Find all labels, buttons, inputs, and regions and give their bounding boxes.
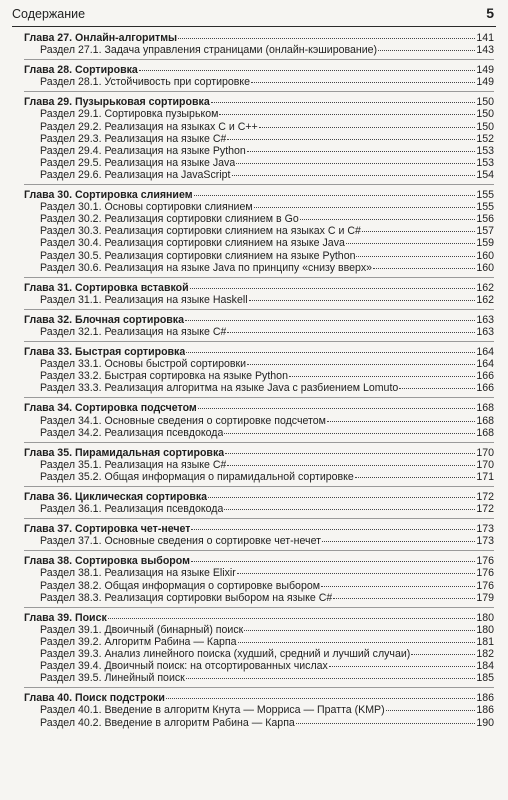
chapter-block — [24, 32, 494, 60]
toc-chapter-entry-title: Глава 36. Циклическая сортировка — [24, 491, 208, 503]
toc-section-entry-page: 185 — [476, 672, 494, 685]
dot-leader — [300, 219, 476, 220]
toc-section-entry[interactable] — [24, 704, 494, 716]
toc-section-entry-page: 166 — [476, 370, 494, 383]
toc-section-entry[interactable] — [24, 213, 494, 225]
toc-section-entry-page: 157 — [476, 225, 494, 238]
toc-section-entry-page: 143 — [476, 44, 494, 57]
toc-section-entry-title: Раздел 29.2. Реализация на языках С и С++ — [40, 120, 258, 133]
toc-section-entry-page: 180 — [476, 623, 494, 636]
toc-section-entry[interactable] — [24, 157, 494, 169]
toc-chapter-entry-page: 186 — [476, 692, 494, 705]
toc-section-entry-title: Раздел 35.1. Реализация на языке С# — [40, 458, 227, 471]
toc-chapter-entry-title: Глава 35. Пирамидальная сортировка — [24, 446, 225, 459]
toc-chapter-entry[interactable] — [24, 555, 494, 567]
toc-section-entry[interactable] — [24, 535, 494, 547]
page-header — [12, 4, 496, 27]
toc-section-entry[interactable] — [24, 370, 494, 382]
toc-section-entry[interactable] — [24, 580, 494, 592]
toc-section-entry[interactable] — [24, 503, 494, 515]
dot-leader — [238, 642, 476, 643]
toc-chapter-entry-title: Глава 32. Блочная сортировка — [24, 313, 184, 326]
toc-chapter-entry-title: Глава 34. Сортировка подсчетом — [24, 402, 197, 415]
toc-section-entry-page: 181 — [476, 635, 494, 648]
toc-section-entry[interactable] — [24, 636, 494, 648]
toc-chapter-entry-title: Глава 37. Сортировка чет-нечет — [24, 523, 191, 536]
toc-chapter-entry[interactable] — [24, 692, 494, 704]
toc-section-entry-page: 152 — [476, 132, 494, 145]
toc-section-entry-page: 153 — [476, 144, 494, 157]
toc-section-entry[interactable] — [24, 294, 494, 306]
toc-chapter-entry[interactable] — [24, 523, 494, 535]
dot-leader — [378, 50, 475, 51]
dot-leader — [399, 388, 475, 389]
toc-section-entry-title: Раздел 38.3. Реализация сортировки выбором на языке С# — [40, 591, 333, 604]
toc-chapter-entry[interactable] — [24, 491, 494, 503]
toc-section-entry-title: Раздел 30.6. Реализация на языке Java по принципу «снизу вверх» — [40, 261, 373, 274]
toc-section-entry-page: 190 — [476, 716, 494, 729]
toc-section-entry[interactable] — [24, 133, 494, 145]
dot-leader — [198, 408, 476, 409]
toc-section-entry-title: Раздел 33.1. Основы быстрой сортировки — [40, 358, 247, 371]
toc-section-entry[interactable] — [24, 717, 494, 729]
dot-leader — [386, 710, 476, 711]
toc-section-entry[interactable] — [24, 427, 494, 439]
dot-leader — [289, 376, 475, 377]
toc-section-entry-title: Раздел 30.3. Реализация сортировки слиянием на языках С и С# — [40, 225, 361, 238]
chapter-block — [24, 612, 494, 689]
dot-leader — [108, 618, 476, 619]
dot-leader — [373, 268, 475, 269]
toc-chapter-entry[interactable] — [24, 346, 494, 358]
toc-chapter-entry[interactable] — [24, 282, 494, 294]
toc-section-entry-page: 168 — [476, 426, 494, 439]
toc-section-entry[interactable] — [24, 415, 494, 427]
dot-leader — [362, 231, 475, 232]
toc-chapter-entry[interactable] — [24, 402, 494, 414]
dot-leader — [225, 453, 475, 454]
toc-section-entry-title: Раздел 38.2. Общая информация о сортировке выбором — [40, 579, 321, 592]
toc-section-entry-title: Раздел 29.6. Реализация на JavaScript — [40, 168, 231, 181]
toc-section-entry-page: 163 — [476, 325, 494, 338]
toc-section-entry-title: Раздел 27.1. Задача управления страницами (онлайн-кэширование) — [40, 44, 378, 57]
toc-chapter-entry-page: 141 — [476, 32, 494, 44]
toc-section-entry-page: 160 — [476, 249, 494, 262]
toc-chapter-entry-page: 162 — [476, 281, 494, 294]
toc-section-entry-title: Раздел 32.1. Реализация на языке С# — [40, 325, 227, 338]
toc-section-entry[interactable] — [24, 145, 494, 157]
dot-leader — [247, 364, 475, 365]
dot-leader — [227, 139, 475, 140]
dot-leader — [296, 723, 475, 724]
toc-section-entry[interactable] — [24, 169, 494, 181]
dot-leader — [139, 70, 476, 71]
toc-section-entry-title: Раздел 40.2. Введение в алгоритм Рабина — Карпа — [40, 716, 295, 729]
toc-section-entry[interactable] — [24, 262, 494, 274]
toc-chapter-entry-title: Глава 31. Сортировка вставкой — [24, 281, 189, 294]
toc-section-entry[interactable] — [24, 672, 494, 684]
chapter-block — [24, 555, 494, 607]
chapter-block — [24, 189, 494, 278]
toc-section-entry-page: 176 — [476, 567, 494, 580]
dot-leader — [224, 433, 475, 434]
toc-section-entry[interactable] — [24, 624, 494, 636]
dot-leader — [191, 529, 475, 530]
table-of-contents — [24, 32, 494, 736]
toc-section-entry-page: 156 — [476, 213, 494, 226]
toc-chapter-entry-title: Глава 33. Быстрая сортировка — [24, 346, 186, 359]
chapter-block — [24, 314, 494, 342]
toc-section-entry[interactable] — [24, 108, 494, 120]
dot-leader — [194, 195, 476, 196]
dot-leader — [333, 598, 475, 599]
dot-leader — [356, 256, 475, 257]
toc-chapter-entry-page: 150 — [476, 96, 494, 109]
toc-section-entry-title: Раздел 30.4. Реализация сортировки слиянием на языке Java — [40, 237, 345, 250]
toc-section-entry-page: 176 — [476, 579, 494, 592]
toc-section-entry-title: Раздел 38.1. Реализация на языке Elixir — [40, 567, 236, 580]
toc-section-entry[interactable] — [24, 237, 494, 249]
chapter-block — [24, 96, 494, 185]
book-page — [12, 4, 496, 796]
toc-section-entry-title: Раздел 28.1. Устойчивость при сортировке — [40, 76, 251, 89]
toc-chapter-entry-title: Глава 40. Поиск подстроки — [24, 692, 165, 705]
toc-chapter-entry[interactable] — [24, 612, 494, 624]
toc-section-entry-title: Раздел 30.1. Основы сортировки слиянием — [40, 201, 253, 214]
toc-section-entry-title: Раздел 30.5. Реализация сортировки слиянием на языке Python — [40, 249, 356, 262]
toc-section-entry-title: Раздел 36.1. Реализация псевдокода — [40, 503, 224, 516]
running-head-title: Содержание — [12, 7, 86, 21]
toc-section-entry-title: Раздел 30.2. Реализация сортировки слиянием в Go — [40, 213, 299, 226]
toc-chapter-entry-page: 163 — [476, 313, 494, 326]
toc-chapter-entry-page: 170 — [476, 446, 494, 459]
toc-section-entry-title: Раздел 34.2. Реализация псевдокода — [40, 426, 224, 439]
toc-section-entry-title: Раздел 35.2. Общая информация о пирамидальной сортировке — [40, 470, 354, 483]
toc-section-entry-page: 171 — [476, 470, 494, 483]
toc-section-entry-title: Раздел 29.1. Сортировка пузырьком — [40, 108, 219, 121]
toc-chapter-entry-page: 172 — [476, 491, 494, 503]
toc-section-entry-page: 154 — [476, 168, 494, 181]
dot-leader — [259, 127, 476, 128]
toc-section-entry[interactable] — [24, 225, 494, 237]
toc-section-entry[interactable] — [24, 592, 494, 604]
toc-section-entry-title: Раздел 39.4. Двоичный поиск: на отсортированных числах — [40, 660, 328, 673]
dot-leader — [247, 151, 475, 152]
toc-section-entry-title: Раздел 39.3. Анализ линейного поиска (худший, средний и лучший случаи) — [40, 648, 411, 661]
toc-section-entry-page: 153 — [476, 156, 494, 169]
toc-section-entry-page: 182 — [476, 648, 494, 661]
dot-leader — [254, 207, 476, 208]
toc-section-entry[interactable] — [24, 358, 494, 370]
toc-section-entry[interactable] — [24, 382, 494, 394]
dot-leader — [219, 114, 475, 115]
toc-section-entry-title: Раздел 37.1. Основные сведения о сортировке чет-нечет — [40, 535, 321, 548]
dot-leader — [186, 678, 476, 679]
dot-leader — [237, 573, 476, 574]
toc-chapter-entry-title: Глава 29. Пузырьковая сортировка — [24, 96, 210, 109]
toc-section-entry-title: Раздел 34.1. Основные сведения о сортировке подсчетом — [40, 414, 326, 427]
toc-section-entry-page: 160 — [476, 261, 494, 274]
toc-section-entry-page: 155 — [476, 201, 494, 214]
dot-leader — [224, 509, 475, 510]
toc-section-entry-title: Раздел 33.2. Быстрая сортировка на языке Python — [40, 370, 288, 383]
toc-chapter-entry-page: 168 — [476, 402, 494, 415]
chapter-block — [24, 64, 494, 92]
dot-leader — [322, 541, 475, 542]
dot-leader — [186, 352, 475, 353]
dot-leader — [236, 163, 475, 164]
toc-section-entry-title: Раздел 39.2. Алгоритм Рабина — Карпа — [40, 635, 237, 648]
dot-leader — [251, 82, 475, 83]
toc-section-entry-page: 166 — [476, 382, 494, 395]
toc-chapter-entry-page: 155 — [476, 189, 494, 202]
chapter-block — [24, 491, 494, 519]
toc-chapter-entry-title: Глава 27. Онлайн-алгоритмы — [24, 32, 178, 44]
toc-chapter-entry-page: 173 — [476, 523, 494, 536]
toc-chapter-entry-title: Глава 28. Сортировка — [24, 64, 138, 77]
dot-leader — [244, 630, 475, 631]
dot-leader — [411, 654, 475, 655]
chapter-block — [24, 346, 494, 398]
dot-leader — [178, 38, 475, 39]
toc-chapter-entry[interactable] — [24, 64, 494, 76]
toc-chapter-entry-page: 164 — [476, 346, 494, 359]
toc-section-entry-page: 170 — [476, 458, 494, 471]
toc-chapter-entry-title: Глава 38. Сортировка выбором — [24, 555, 190, 568]
toc-section-entry[interactable] — [24, 201, 494, 213]
toc-section-entry[interactable] — [24, 44, 494, 56]
toc-section-entry[interactable] — [24, 250, 494, 262]
toc-section-entry-page: 173 — [476, 535, 494, 548]
toc-section-entry-title: Раздел 33.3. Реализация алгоритма на языке Java с разбиением Lomuto — [40, 382, 399, 395]
toc-section-entry-page: 149 — [476, 76, 494, 89]
dot-leader — [166, 698, 475, 699]
dot-leader — [329, 666, 475, 667]
toc-section-entry[interactable] — [24, 76, 494, 88]
dot-leader — [249, 300, 476, 301]
dot-leader — [327, 421, 475, 422]
page-number: 5 — [486, 5, 494, 21]
toc-section-entry-page: 186 — [476, 704, 494, 717]
toc-chapter-entry[interactable] — [24, 189, 494, 201]
chapter-block — [24, 447, 494, 487]
toc-section-entry-page: 172 — [476, 503, 494, 516]
toc-section-entry-title: Раздел 39.5. Линейный поиск — [40, 672, 185, 685]
toc-chapter-entry-page: 149 — [476, 64, 494, 77]
toc-section-entry-page: 162 — [476, 293, 494, 306]
toc-chapter-entry[interactable] — [24, 447, 494, 459]
toc-section-entry-page: 159 — [476, 237, 494, 250]
toc-section-entry[interactable] — [24, 567, 494, 579]
chapter-block — [24, 692, 494, 731]
toc-section-entry[interactable] — [24, 660, 494, 672]
dot-leader — [227, 465, 475, 466]
toc-chapter-entry[interactable] — [24, 314, 494, 326]
toc-section-entry-page: 184 — [476, 660, 494, 673]
toc-section-entry-page: 164 — [476, 358, 494, 371]
toc-section-entry-page: 150 — [476, 108, 494, 121]
dot-leader — [208, 497, 475, 498]
toc-section-entry-page: 150 — [476, 120, 494, 133]
toc-section-entry-title: Раздел 40.1. Введение в алгоритм Кнута — Морриса — Пратта (KMP) — [40, 704, 385, 717]
chapter-block — [24, 402, 494, 442]
toc-section-entry[interactable] — [24, 471, 494, 483]
toc-section-entry[interactable] — [24, 326, 494, 338]
toc-section-entry-page: 179 — [476, 591, 494, 604]
toc-chapter-entry[interactable] — [24, 96, 494, 108]
toc-section-entry-page: 168 — [476, 414, 494, 427]
toc-chapter-entry[interactable] — [24, 32, 494, 44]
dot-leader — [185, 320, 475, 321]
toc-section-entry[interactable] — [24, 121, 494, 133]
dot-leader — [355, 477, 476, 478]
dot-leader — [321, 586, 475, 587]
toc-chapter-entry-title: Глава 30. Сортировка слиянием — [24, 189, 193, 202]
toc-section-entry-title: Раздел 31.1. Реализация на языке Haskell — [40, 293, 248, 306]
toc-section-entry-title: Раздел 29.3. Реализация на языке С# — [40, 132, 227, 145]
toc-chapter-entry-page: 180 — [476, 611, 494, 624]
toc-section-entry[interactable] — [24, 459, 494, 471]
toc-section-entry-title: Раздел 29.5. Реализация на языке Java — [40, 156, 236, 169]
chapter-block — [24, 523, 494, 551]
dot-leader — [190, 288, 476, 289]
toc-section-entry-title: Раздел 39.1. Двоичный (бинарный) поиск — [40, 623, 244, 636]
dot-leader — [191, 561, 475, 562]
toc-chapter-entry-page: 176 — [476, 555, 494, 568]
dot-leader — [346, 243, 475, 244]
dot-leader — [232, 175, 476, 176]
dot-leader — [211, 102, 476, 103]
dot-leader — [227, 332, 475, 333]
toc-section-entry-title: Раздел 29.4. Реализация на языке Python — [40, 144, 246, 157]
toc-section-entry[interactable] — [24, 648, 494, 660]
toc-chapter-entry-title: Глава 39. Поиск — [24, 611, 107, 624]
chapter-block — [24, 282, 494, 310]
